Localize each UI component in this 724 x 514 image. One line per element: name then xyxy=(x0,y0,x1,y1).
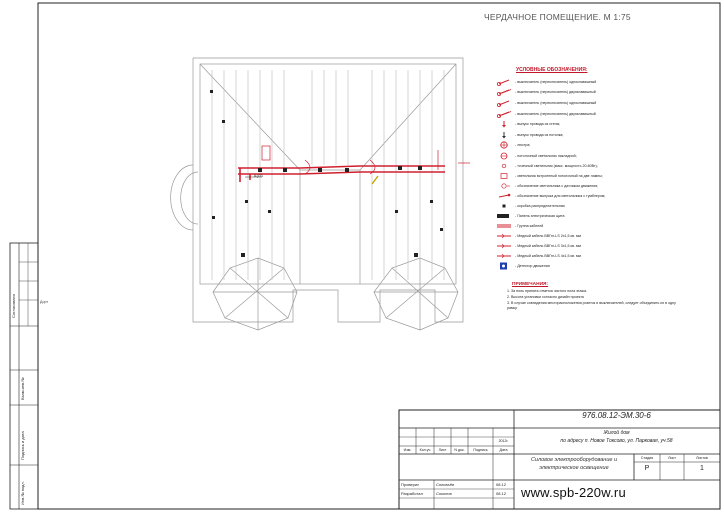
sheets-header: Листов xyxy=(696,456,708,460)
motion-lamp-icon xyxy=(496,182,514,190)
cable-icon xyxy=(496,242,514,250)
legend-item-label: - коробка распределительная xyxy=(515,204,565,208)
panel-icon xyxy=(496,212,514,220)
sheet-description xyxy=(514,456,634,472)
header-list: Лист xyxy=(438,448,447,452)
legend-item-label: - выпуск провода из стены; xyxy=(515,122,561,126)
switch-single-icon xyxy=(496,78,514,86)
legend-item xyxy=(496,110,646,118)
chandelier-icon xyxy=(496,141,514,149)
website-link[interactable]: www.spb-220w.ru xyxy=(521,485,626,500)
legend-item xyxy=(496,262,646,270)
panel-label: ЩО1 xyxy=(254,173,264,178)
legend-item xyxy=(496,152,646,160)
side-stamp-inventory: Инв.№ подл. xyxy=(20,481,25,505)
legend-item xyxy=(496,162,646,170)
legend-item-label: - обозначение светильника с датчиком движения; xyxy=(515,184,599,188)
legend-item xyxy=(496,131,646,139)
legend-item-label: - выпуск провода из потолка; xyxy=(515,133,564,137)
object-line-2: по адресу п. Новое Токсово, ул. Парковая, уч.58 xyxy=(560,438,673,444)
note-item: 2. Высота установки согласно дизайн проекта xyxy=(507,295,584,299)
legend-item-label: - выключатель (переключатель) двухклавишный xyxy=(515,90,596,94)
side-stamp-replaced: Взам.инв.№ xyxy=(20,377,25,400)
role-checked: Проверил xyxy=(401,482,420,487)
side-mark: Дорт xyxy=(40,300,49,304)
legend-item xyxy=(496,141,646,149)
legend-item-label: - Детектор движения xyxy=(515,264,550,268)
legend-item-label: - Группа кабелей xyxy=(515,224,544,228)
header-podpis: Подпись xyxy=(473,448,488,452)
role-developed: Разработал xyxy=(401,491,423,496)
switch-single-icon xyxy=(496,99,514,107)
legend-item-label: - Медный кабель ВВГнг-LS 3х1,5 кв. мм xyxy=(515,244,581,248)
header-ndok: N док. xyxy=(454,448,465,452)
description-line-2: электрическое освещение xyxy=(539,465,609,471)
description-line-1: Силовое электрооборудование и xyxy=(530,457,618,463)
spot-lamp-icon xyxy=(496,162,514,170)
legend-item xyxy=(496,202,646,210)
cable-icon xyxy=(496,252,514,260)
document-code: 976.08.12-ЭМ.30-6 xyxy=(582,411,651,420)
header-izm: Изм. xyxy=(403,448,412,452)
stage-value: Р xyxy=(644,465,650,472)
date-developed: 08.12 xyxy=(496,491,507,496)
name-checked: Соловьёв xyxy=(436,482,455,487)
side-stamp-approved: Согласовано xyxy=(11,293,16,318)
sheets-total: 1 xyxy=(700,465,704,472)
switch-double-icon xyxy=(496,110,514,118)
legend-item xyxy=(496,172,646,180)
junction-box-icon xyxy=(496,202,514,210)
legend-item xyxy=(496,120,646,128)
legend-item xyxy=(496,99,646,107)
ceiling-outlet-icon xyxy=(496,131,514,139)
legend-item xyxy=(496,212,646,220)
legend-item xyxy=(496,88,646,96)
recessed-lamp-icon xyxy=(496,172,514,180)
header-kol: Кол.уч xyxy=(419,448,431,452)
ceiling-lamp-icon xyxy=(496,152,514,160)
legend-item-label: - Медный кабель ВВГнг-LS 2х1,5 кв. мм xyxy=(515,234,581,238)
legend-item xyxy=(496,182,646,190)
legend-item-label: - потолочный светильник накладной; xyxy=(515,154,577,158)
legend-item-label: - выключатель (переключатель) одноклавишный xyxy=(515,80,597,84)
name-developed: Соколов xyxy=(436,491,452,496)
note-item: 3. В случае совпадения месторасположения розеток и выключателей, следует объединить их в одну рамку. xyxy=(507,301,676,310)
object-line-1: Жилой дом xyxy=(603,430,630,436)
legend-item xyxy=(496,78,646,86)
legend-item-label: - обозначение выпуска для светильника с тумблером; xyxy=(515,194,606,198)
sheet-title: ЧЕРДАЧНОЕ ПОМЕЩЕНИЕ. М 1:75 xyxy=(484,12,631,22)
legend-title: УСЛОВНЫЕ ОБОЗНАЧЕНИЯ: xyxy=(516,67,588,73)
switch-double-icon xyxy=(496,88,514,96)
lamp-outlet-icon xyxy=(496,192,514,200)
side-stamp-signature: Подпись и дата xyxy=(20,431,25,460)
motion-detector-icon xyxy=(496,262,514,270)
legend-item-label: - выключатель (переключатель) одноклавишный xyxy=(515,101,597,105)
note-item: 1. За ноль принята отметка чистого пола этажа. xyxy=(507,289,587,293)
header-data: Дата xyxy=(499,448,508,452)
cable-icon xyxy=(496,232,514,240)
sheet-header: Лист xyxy=(668,456,676,460)
legend-item-label: - люстра; xyxy=(515,143,531,147)
stage-header: Стадия xyxy=(640,456,654,460)
object-name xyxy=(514,429,719,445)
legend-item-label: - Панель электрическая щита xyxy=(515,214,565,218)
legend-item-label: - светильник встроенный потолочный на две лампы; xyxy=(515,174,603,178)
notes-title: ПРИМЕЧАНИЯ: xyxy=(512,282,549,287)
cable-group-icon xyxy=(496,222,514,230)
wall-outlet-icon xyxy=(496,120,514,128)
legend-item xyxy=(496,232,646,240)
legend-item xyxy=(496,222,646,230)
date-checked: 08.12 xyxy=(496,482,507,487)
legend-item-label: - точечный светильник (макс. мощность 20-60Вт); xyxy=(515,164,598,168)
legend-item-label: - выключатель (переключатель) двухклавишный xyxy=(515,112,596,116)
legend-item-label: - Медный кабель ВВГнг-LS 4х1,5 кв. мм xyxy=(515,254,581,258)
legend-item xyxy=(496,242,646,250)
legend-item xyxy=(496,252,646,260)
legend-item xyxy=(496,192,646,200)
year: 2012г. xyxy=(498,439,509,443)
